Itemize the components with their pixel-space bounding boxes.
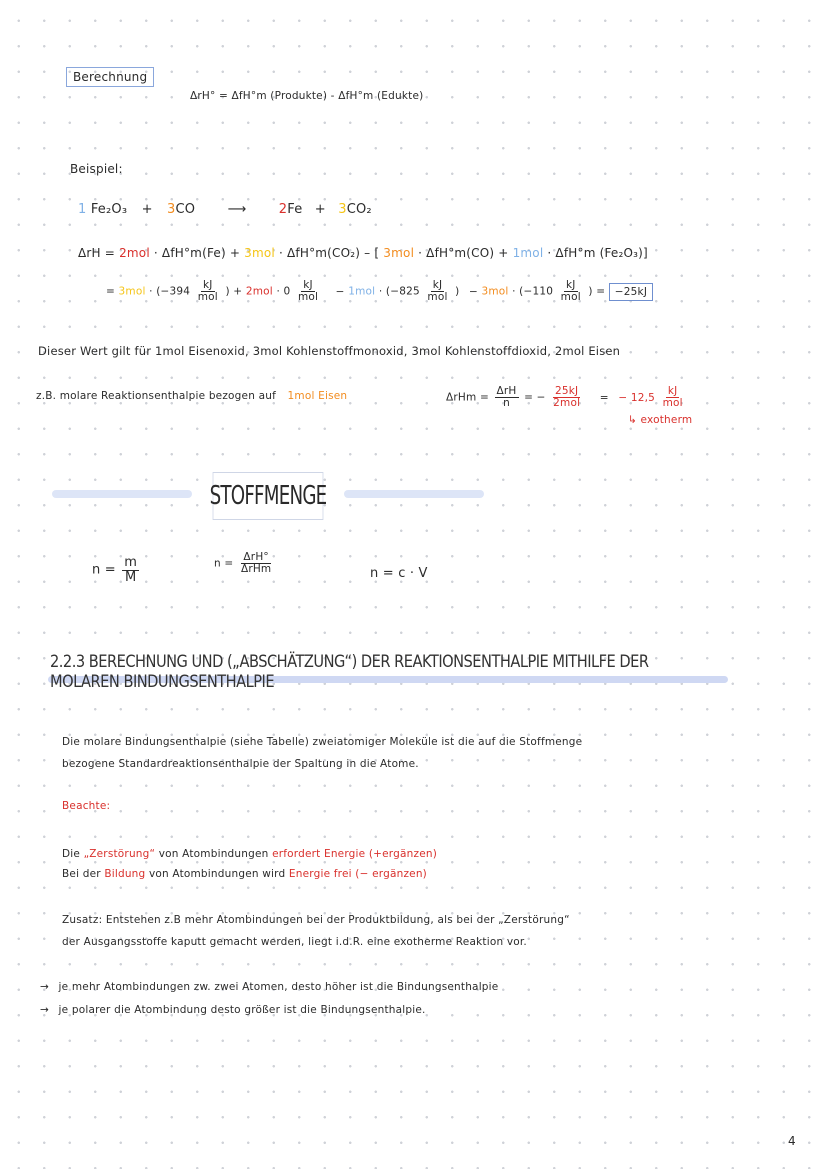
formula-n-m <box>92 556 141 584</box>
formula-n-h <box>214 552 275 575</box>
fraction <box>661 386 685 409</box>
coef-fe: 2 <box>278 202 288 217</box>
reactant-fe2o3: Fe₂O₃ <box>90 202 128 217</box>
zusatz-line-1: Zusatz: Entstehen z.B mehr Atombindungen bei der Produktbildung, als bei der „Zerstörung“ <box>62 914 570 926</box>
coef-co: 3 <box>167 202 176 217</box>
unit-fraction <box>559 280 583 303</box>
mol-fe2o3: 1mol <box>512 246 544 260</box>
enthalpy-line-1 <box>78 246 648 260</box>
molar-formula <box>446 386 687 409</box>
bullet-text: je polarer die Atombindung desto größer ist die Bindungsenthalpie. <box>58 1004 426 1016</box>
term: n = <box>92 562 116 578</box>
mol-fe: 2mol <box>119 246 150 260</box>
unit-den: mol <box>297 291 319 304</box>
exotherm-label: exotherm <box>640 414 693 426</box>
term-highlight: erfordert Energie (+ergänzen) <box>272 848 438 860</box>
frac-num: ΔrH° <box>243 551 269 563</box>
validity-note: Dieser Wert gilt für 1mol Eisenoxid, 3mol Kohlenstoffmonoxid, 3mol Kohlenstoffdioxid, 2mol Eisen <box>38 344 621 358</box>
term: − <box>468 285 478 298</box>
term: Bei der <box>62 868 101 880</box>
coef-fe2o3: 1 <box>78 202 87 217</box>
section-heading: 2.2.3 BERECHNUNG UND („ABSCHÄTZUNG“) DER REAKTIONSENTHALPIE MITHILFE DER MOLAREN BINDUNGSENTHALPIE <box>50 652 649 692</box>
frac-den: n <box>503 397 510 410</box>
term: ) = <box>588 285 606 298</box>
term: − <box>335 285 345 298</box>
unit-num: kJ <box>432 279 443 291</box>
page-number: 4 <box>788 1134 796 1148</box>
mol-fe2o3: 1mol <box>348 285 376 298</box>
zusatz-line-2: der Ausgangsstoffe kaputt gemacht werden, liegt i.d.R. eine exotherme Reaktion vor. <box>62 936 527 948</box>
reactant-co: CO <box>175 202 196 217</box>
frac-num: 25kJ <box>555 385 579 397</box>
unit-num: kJ <box>565 279 576 291</box>
plus-sign: + <box>141 202 153 217</box>
term: · ΔfH°m(CO) + <box>418 246 509 260</box>
stoffmenge-title: STOFFMENGE <box>213 472 324 520</box>
frac-num: ΔrH <box>496 385 517 397</box>
term: ΔrH = <box>78 246 116 260</box>
term: · (−825 <box>378 285 420 298</box>
term: ) <box>455 285 460 298</box>
frac-den: ΔrHm <box>240 563 272 576</box>
fraction <box>495 386 519 409</box>
unit-num: kJ <box>203 279 213 291</box>
term-highlight: „Zerstörung“ <box>83 848 156 860</box>
term: · (−110 <box>512 285 554 298</box>
molar-text-main: z.B. molare Reaktionsenthalpie bezogen auf <box>36 390 276 402</box>
example-label: Beispiel: <box>70 162 123 176</box>
product-fe: Fe <box>287 202 303 217</box>
unit-num: kJ <box>303 279 313 291</box>
mol-co: 3mol <box>481 285 509 298</box>
plus-sign: + <box>314 202 326 217</box>
molar-highlight: 1mol Eisen <box>287 390 348 402</box>
term: von Atombindungen wird <box>148 868 286 880</box>
term: · ΔfH°m(Fe) + <box>153 246 241 260</box>
term: · ΔfH°m(CO₂) – [ <box>278 246 380 260</box>
fraction <box>239 552 273 575</box>
mol-co2: 3mol <box>118 285 146 298</box>
unit-fraction <box>296 280 320 303</box>
molar-text <box>36 390 347 402</box>
highlight-band-left <box>52 490 192 498</box>
reaction-equation <box>78 202 372 217</box>
frac-num: kJ <box>667 385 678 397</box>
term: ΔrHm = <box>446 391 489 404</box>
coef-co2: 3 <box>338 202 347 217</box>
term: · (−394 <box>149 285 191 298</box>
arrow-icon: → <box>40 1004 49 1016</box>
term: von Atombindungen <box>158 848 269 860</box>
highlight-band-right <box>344 490 484 498</box>
term: = − <box>524 391 546 404</box>
note-line-2 <box>62 868 427 880</box>
frac-den: M <box>124 569 137 585</box>
mol-co2: 3mol <box>244 246 275 260</box>
unit-den: mol <box>197 291 218 304</box>
fraction <box>122 556 139 584</box>
calc-label: Berechnung <box>73 70 148 84</box>
term: ) + <box>225 285 243 298</box>
term: · 0 <box>276 285 291 298</box>
bullet-1 <box>40 981 498 993</box>
paragraph-line-2: bezogene Standardreaktionsenthalpie der Spaltung in die Atome. <box>62 758 419 770</box>
exotherm-note <box>628 414 692 426</box>
product-co2: CO₂ <box>346 202 372 217</box>
frac-den: mol <box>662 397 683 410</box>
bullet-2 <box>40 1004 426 1016</box>
mol-co: 3mol <box>383 246 415 260</box>
enthalpy-line-2 <box>106 280 653 303</box>
molar-result: − 12,5 <box>618 391 656 404</box>
term: · ΔfH°m (Fe₂O₃)] <box>547 246 648 260</box>
hook-arrow-icon: ↳ <box>628 414 637 426</box>
term: = <box>599 391 609 404</box>
frac-den: 2mol <box>553 397 581 410</box>
calc-label-box <box>66 67 154 87</box>
beachte-label: Beachte: <box>62 800 111 812</box>
term-highlight: Bildung <box>104 868 146 880</box>
term-highlight: Energie frei (− ergänzen) <box>288 868 427 880</box>
term: n = <box>214 557 234 570</box>
reaction-arrow: ⟶ <box>227 202 247 217</box>
result-box: −25kJ <box>609 283 653 301</box>
term: Die <box>62 848 81 860</box>
note-line-1 <box>62 848 437 860</box>
unit-den: mol <box>560 291 581 304</box>
calc-formula: ΔrH° = ΔfH°m (Produkte) - ΔfH°m (Edukte) <box>190 90 424 102</box>
fraction <box>551 386 582 409</box>
arrow-icon: → <box>40 981 49 993</box>
mol-fe: 2mol <box>245 285 273 298</box>
bullet-text: je mehr Atombindungen zw. zwei Atomen, desto höher ist die Bindungsenthalpie <box>58 981 499 993</box>
unit-fraction <box>196 280 220 303</box>
term: = <box>106 285 115 298</box>
formula-n-c: n = c · V <box>370 566 428 581</box>
unit-fraction <box>425 280 449 303</box>
paragraph-line-1: Die molare Bindungsenthalpie (siehe Tabelle) zweiatomiger Moleküle ist die auf die Stoffmenge <box>62 736 583 748</box>
unit-den: mol <box>427 291 448 304</box>
frac-num: m <box>124 555 138 570</box>
